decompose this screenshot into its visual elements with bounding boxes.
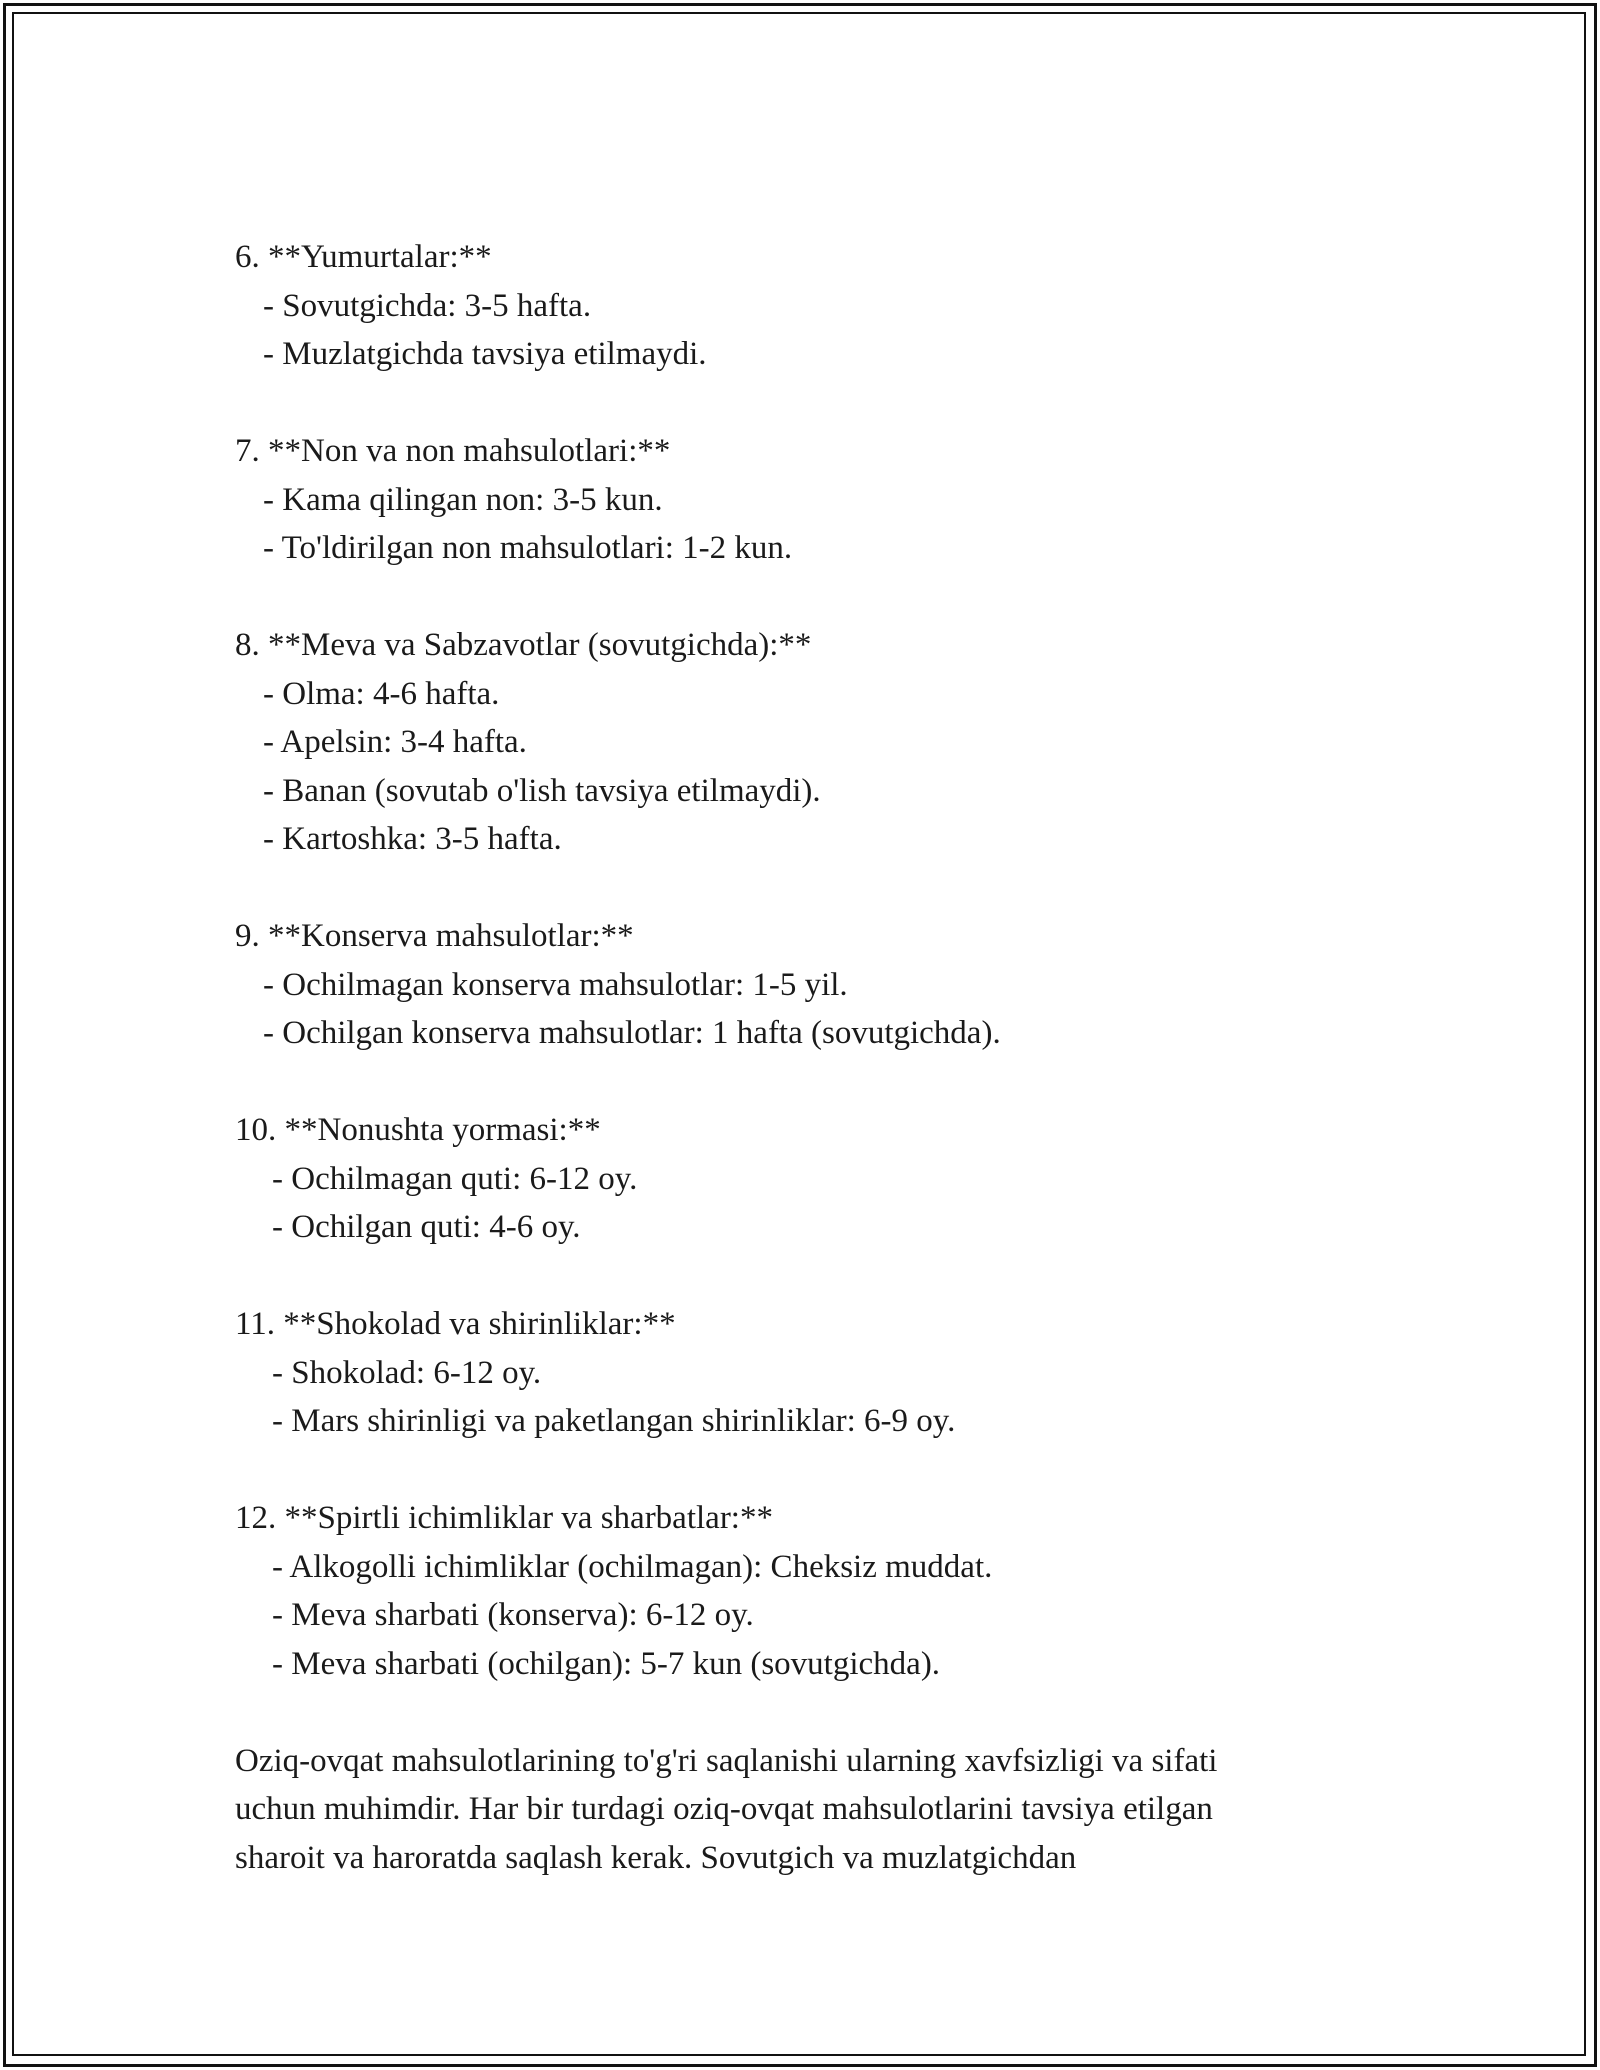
list-item (235, 427, 1395, 573)
item-heading: 12. **Spirtli ichimliklar va sharbatlar:** (235, 1500, 773, 1536)
item-detail: - Sovutgichda: 3-5 hafta. (263, 287, 592, 324)
item-detail: - Mars shirinligi va paketlangan shirinliklar: 6-9 oy. (272, 1403, 956, 1439)
item-detail: - Muzlatgichda tavsiya etilmaydi. (263, 336, 707, 372)
item-detail: - Ochilgan quti: 4-6 oy. (272, 1209, 581, 1245)
item-heading: 9. **Konserva mahsulotlar:** (235, 918, 634, 954)
item-heading: 10. **Nonushta yormasi:** (235, 1112, 601, 1148)
item-heading: 6. **Yumurtalar:** (235, 239, 492, 275)
closing-line: sharoit va haroratda saqlash kerak. Sovutgich va muzlatgichdan (235, 1839, 1077, 1876)
item-detail: - Kama qilingan non: 3-5 kun. (263, 481, 663, 518)
item-heading: 11. **Shokolad va shirinliklar:** (235, 1306, 676, 1342)
closing-paragraph (235, 1737, 1395, 1883)
item-detail: - Ochilmagan konserva mahsulotlar: 1-5 yil. (263, 966, 848, 1003)
item-detail: - Meva sharbati (ochilgan): 5-7 kun (sovutgichda). (272, 1645, 941, 1682)
item-detail: - Banan (sovutab o'lish tavsiya etilmaydi). (263, 772, 821, 809)
list-item (235, 1300, 1395, 1446)
item-heading: 8. **Meva va Sabzavotlar (sovutgichda):** (235, 627, 812, 663)
list-item (235, 621, 1395, 864)
document-body (235, 233, 1395, 1882)
item-detail: - Alkogolli ichimliklar (ochilmagan): Cheksiz muddat. (272, 1548, 993, 1585)
item-detail: - Apelsin: 3-4 hafta. (263, 724, 527, 760)
item-detail: - Ochilgan konserva mahsulotlar: 1 hafta (sovutgichda). (263, 1015, 1001, 1051)
item-detail: - Meva sharbati (konserva): 6-12 oy. (272, 1597, 754, 1633)
item-detail: - Shokolad: 6-12 oy. (272, 1354, 542, 1391)
item-detail: - Kartoshka: 3-5 hafta. (263, 821, 562, 857)
closing-line: uchun muhimdir. Har bir turdagi oziq-ovqat mahsulotlarini tavsiya etilgan (235, 1791, 1213, 1827)
closing-line: Oziq-ovqat mahsulotlarining to'g'ri saqlanishi ularning xavfsizligi va sifati (235, 1742, 1218, 1779)
item-detail: - Olma: 4-6 hafta. (263, 675, 500, 712)
item-detail: - To'ldirilgan non mahsulotlari: 1-2 kun. (263, 530, 793, 566)
list-item (235, 233, 1395, 379)
item-detail: - Ochilmagan quti: 6-12 oy. (272, 1160, 638, 1197)
item-heading: 7. **Non va non mahsulotlari:** (235, 433, 671, 469)
list-item (235, 1106, 1395, 1252)
list-item (235, 912, 1395, 1058)
list-item (235, 1494, 1395, 1688)
